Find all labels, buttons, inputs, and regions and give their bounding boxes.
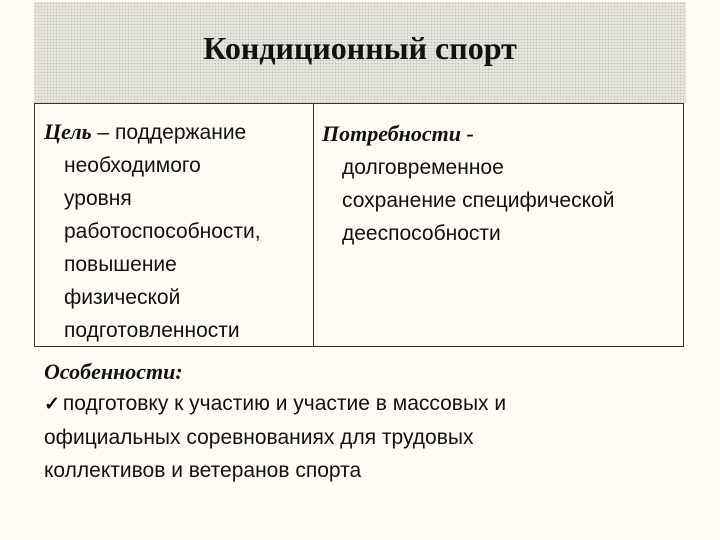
features-line: коллективов и ветеранов спорта — [44, 459, 362, 482]
features-line: подготовку к участию и участие в массовых и — [62, 392, 507, 415]
slide-title: Кондиционный спорт — [203, 29, 517, 66]
goal-line: физической — [64, 286, 181, 309]
needs-separator: - — [461, 121, 474, 146]
features-section — [44, 357, 684, 487]
checkmark-icon: ✓ — [44, 394, 60, 415]
goal-label: Цель — [44, 119, 92, 144]
features-line: официальных соревнованиях для трудовых — [44, 426, 474, 449]
goal-line: подготовленности — [64, 319, 240, 342]
needs-label: Потребности — [322, 121, 462, 146]
needs-line: сохранение специфической — [342, 189, 615, 212]
needs-cell — [314, 104, 683, 346]
goal-separator: – — [91, 121, 116, 144]
features-heading: Особенности: — [44, 359, 183, 384]
content-table — [34, 103, 684, 347]
needs-line: дееспособности — [342, 222, 501, 245]
needs-line: долговременное — [342, 156, 504, 179]
features-body — [44, 387, 684, 487]
goal-line: уровня — [64, 187, 132, 210]
title-banner — [34, 2, 686, 103]
goal-line: работоспособности, — [64, 220, 261, 243]
goal-cell — [35, 104, 314, 346]
goal-line: поддержание — [115, 121, 247, 144]
goal-line: необходимого — [64, 154, 201, 177]
goal-line: повышение — [64, 253, 177, 276]
